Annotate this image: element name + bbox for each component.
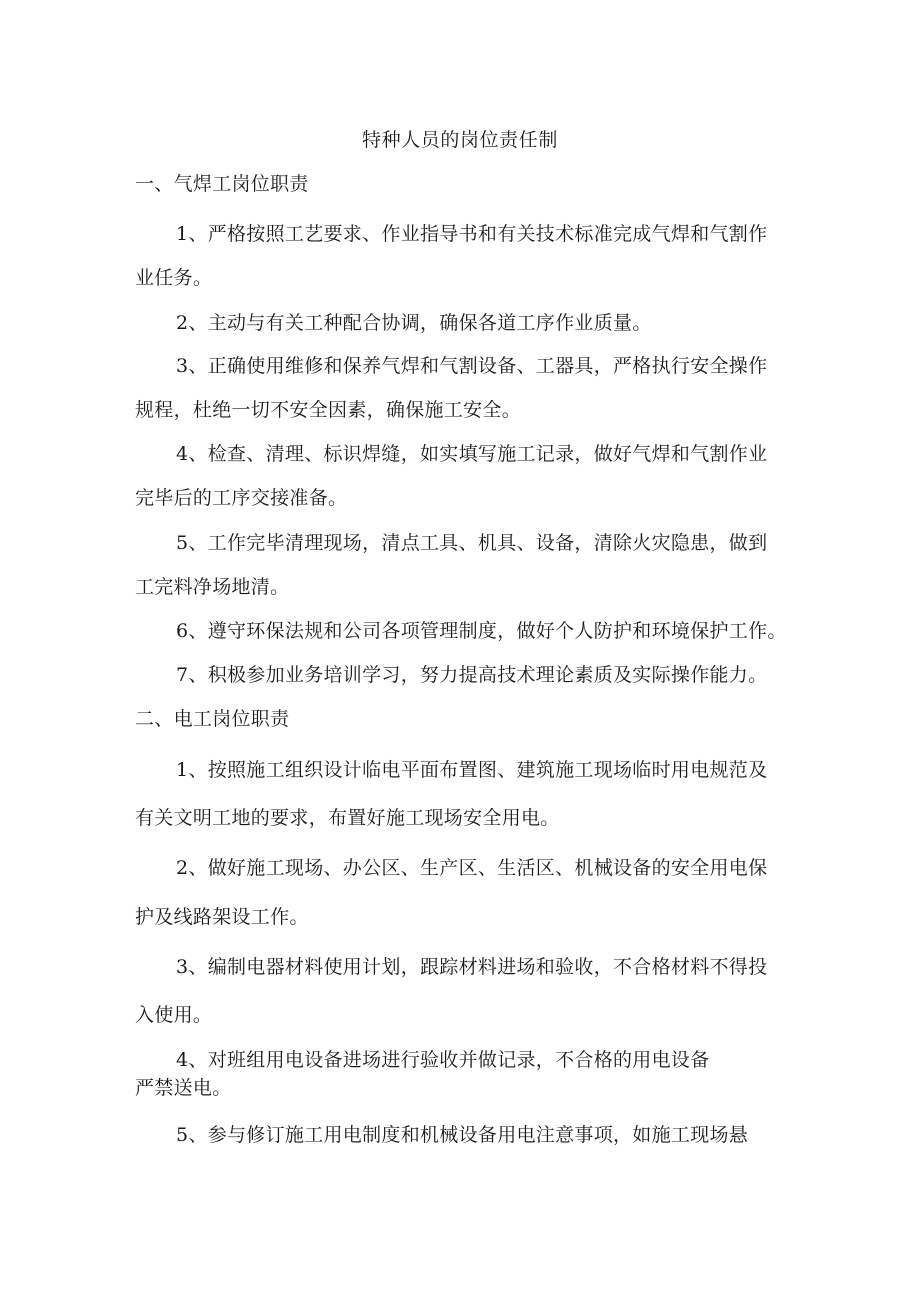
welder-item-4-line-2: 完毕后的工序交接准备。 [135,487,348,509]
welder-item-1-line-2: 业任务。 [135,267,213,289]
welder-item-2: 2、主动与有关工种配合协调，确保各道工序作业质量。 [176,312,652,334]
electrician-item-5-line-1: 5、参与修订施工用电制度和机械设备用电注意事项，如施工现场悬 [176,1124,749,1146]
electrician-item-3-line-2: 入使用。 [135,1004,213,1026]
electrician-item-2-line-1: 2、做好施工现场、办公区、生产区、生活区、机械设备的安全用电保 [176,857,768,879]
welder-item-3-line-2: 规程，杜绝一切不安全因素，确保施工安全。 [135,399,522,421]
welder-item-5-line-1: 5、工作完毕清理现场，清点工具、机具、设备，清除火灾隐患，做到 [176,532,768,554]
electrician-item-4-line-1: 4、对班组用电设备进场进行验收并做记录，不合格的用电设备 [176,1049,710,1071]
welder-item-3-line-1: 3、正确使用维修和保养气焊和气割设备、工器具，严格执行安全操作 [176,355,768,377]
electrician-item-4-line-2: 严禁送电。 [135,1077,232,1099]
electrician-item-2-line-2: 护及线路架设工作。 [135,906,309,928]
electrician-item-1-line-1: 1、按照施工组织设计临电平面布置图、建筑施工现场临时用电规范及 [176,759,768,781]
welder-item-4-line-1: 4、检查、清理、标识焊缝，如实填写施工记录，做好气焊和气割作业 [176,443,768,465]
page-title: 特种人员的岗位责任制 [361,129,558,151]
welder-item-1-line-1: 1、严格按照工艺要求、作业指导书和有关技术标准完成气焊和气割作 [176,223,768,245]
electrician-item-1-line-2: 有关文明工地的要求，布置好施工现场安全用电。 [135,807,560,829]
section-heading-welder: 一、气焊工岗位职责 [135,173,309,195]
welder-item-7: 7、积极参加业务培训学习，努力提高技术理论素质及实际操作能力。 [176,664,768,686]
section-heading-electrician: 二、电工岗位职责 [135,708,290,730]
electrician-item-3-line-1: 3、编制电器材料使用计划，跟踪材料进场和验收，不合格材料不得投 [176,956,768,978]
welder-item-6: 6、遵守环保法规和公司各项管理制度，做好个人防护和环境保护工作。 [176,620,787,642]
welder-item-5-line-2: 工完料净场地清。 [135,576,290,598]
